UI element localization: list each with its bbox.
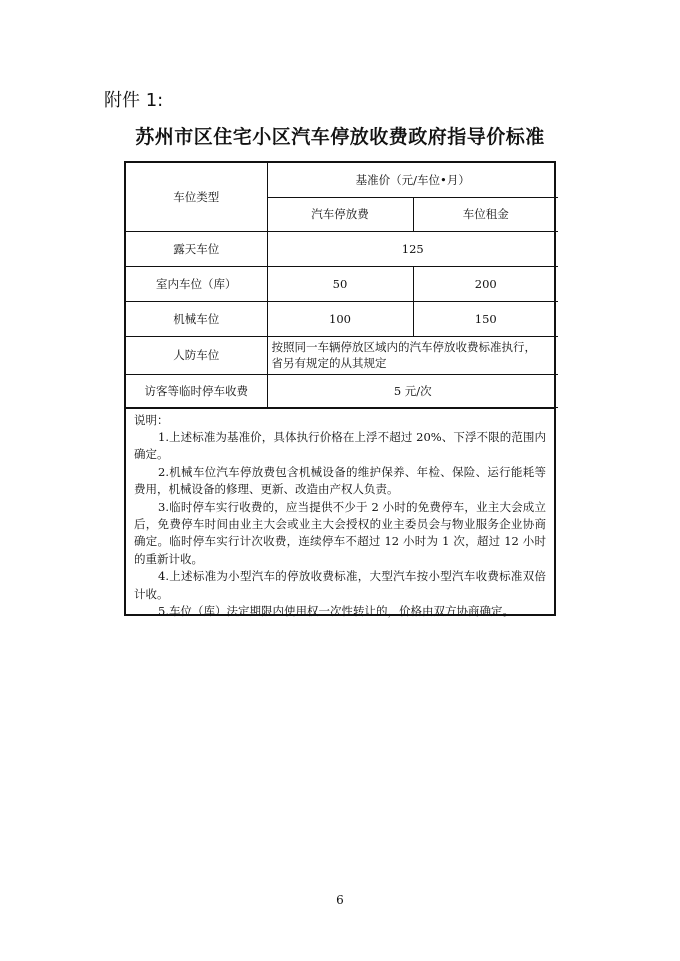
note-item: 4.上述标准为小型汽车的停放收费标准，大型汽车按小型汽车收费标准双倍计收。: [134, 569, 546, 601]
note-item: 2.机械车位汽车停放费包含机械设备的维护保养、年检、保险、运行能耗等费用，机械设备的修理、更新、改造由产权人负责。: [134, 464, 546, 497]
note-item: 1.上述标准为基准价，具体执行价格在上浮不超过 20%、下浮不限的范围内确定。: [134, 429, 546, 462]
header-space-rent: 车位租金: [413, 197, 558, 231]
table-row: [126, 231, 558, 266]
notes-heading: 说明：: [134, 412, 169, 427]
note-item: 3.临时停车实行收费的，应当提供不少于 2 小时的免费停车，业主大会成立后，免费停车时间由业主大会或业主大会授权的业主委员会与物业服务企业协商确定。临时停车实行计次收费，连续停车不超过 12 小时为 1 次，超过 12 小时的重新计收。: [134, 499, 546, 566]
row-rent-indoor: 200: [413, 266, 558, 301]
table-row: [126, 374, 558, 407]
row-rule-civil-defense: [267, 336, 558, 374]
note-item: 5.车位（库）法定期限内使用权一次性转让的，价格由双方协商确定。: [158, 603, 514, 618]
civil-defense-line-2: 省另有规定的从其规定: [271, 356, 387, 370]
notes-section: [126, 408, 554, 621]
table-row: [126, 301, 558, 336]
document-title: 苏州市区住宅小区汽车停放收费政府指导价标准: [135, 126, 545, 148]
table-row: [126, 336, 558, 374]
header-base-price: 基准价（元/车位•月）: [267, 163, 558, 197]
row-rent-mechanical: 150: [413, 301, 558, 336]
row-fee-mechanical: 100: [267, 301, 413, 336]
header-parking-fee: 汽车停放费: [267, 197, 413, 231]
price-standard-table: [124, 161, 556, 616]
row-type-civil-defense: 人防车位: [126, 336, 267, 374]
header-parking-type: 车位类型: [126, 163, 267, 231]
row-type-visitor: 访客等临时停车收费: [126, 374, 267, 407]
row-fee-indoor: 50: [267, 266, 413, 301]
row-type-mechanical: 机械车位: [126, 301, 267, 336]
row-type-indoor: 室内车位（库）: [126, 266, 267, 301]
row-value-outdoor: 125: [267, 231, 558, 266]
attachment-label: 附件 1:: [104, 90, 164, 111]
page-number: 6: [336, 893, 344, 907]
table-row: [126, 266, 558, 301]
row-value-visitor: 5 元/次: [267, 374, 558, 407]
row-type-outdoor: 露天车位: [126, 231, 267, 266]
civil-defense-line-1: 按照同一车辆停放区域内的汽车停放收费标准执行，: [271, 340, 536, 354]
